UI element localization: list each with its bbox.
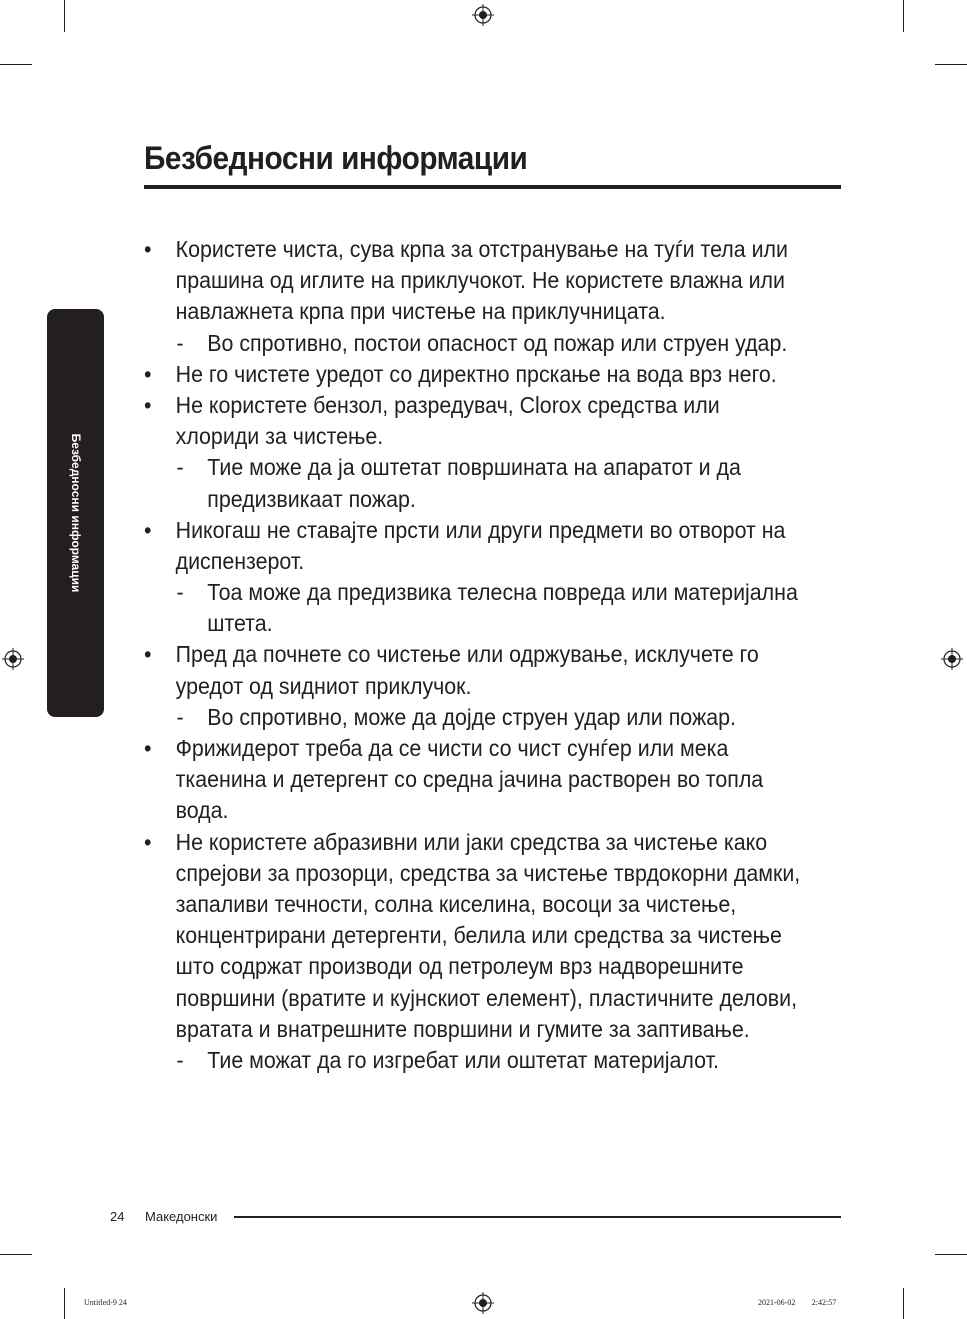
- crop-mark: [935, 1254, 967, 1255]
- line-text: навлажнета крпа при чистење на приклучницата.: [175, 298, 666, 325]
- line-text: диспензерот.: [175, 547, 305, 574]
- list-item-line: [144, 764, 795, 795]
- registration-mark-icon: [472, 1292, 494, 1314]
- line-text: концентрирани детергенти, белила или средства за чистење: [175, 922, 782, 949]
- line-text: Тие можат да го изгребат или оштетат материјалот.: [207, 1046, 719, 1073]
- dash-marker: -: [176, 703, 184, 730]
- list-item-line: [144, 265, 795, 296]
- line-text: хлориди за чистење.: [175, 423, 384, 450]
- registration-mark-icon: [941, 648, 963, 670]
- dash-marker: -: [176, 329, 184, 356]
- list-item-line: [144, 983, 798, 1014]
- crop-mark: [903, 1288, 904, 1319]
- bullet-marker: •: [144, 735, 152, 761]
- list-item-line: [144, 1014, 795, 1045]
- footer-language: Македонски: [145, 1209, 218, 1224]
- line-text: Тие може да ја оштетат површината на апаратот и да: [207, 454, 741, 481]
- title-divider: [144, 185, 841, 189]
- registration-mark-icon: [472, 4, 494, 26]
- footer-divider: [234, 1216, 841, 1218]
- list-item-line: [144, 639, 795, 670]
- list-item-line: [144, 234, 795, 265]
- line-text: уредот од ѕидниот приклучок.: [175, 672, 472, 699]
- line-text: површини (вратите и кујнскиот елемент), пластичните делови,: [175, 984, 798, 1011]
- dash-marker: -: [176, 579, 184, 606]
- list-item-line: [144, 827, 795, 858]
- line-text: Користете чиста, сува крпа за отстранување на туѓи тела или: [175, 236, 788, 262]
- line-text: вода.: [175, 797, 229, 824]
- line-text: предизвикаат пожар.: [207, 485, 416, 512]
- sub-item-line: [144, 702, 795, 733]
- list-item-line: [144, 951, 795, 982]
- line-text: Тоа може да предизвика телесна повреда или материјална: [207, 579, 798, 606]
- crop-mark: [903, 0, 904, 32]
- list-item-line: [144, 671, 795, 702]
- sub-item-line: [144, 484, 795, 515]
- crop-mark: [0, 1254, 32, 1255]
- list-item-line: [144, 421, 795, 452]
- sub-item-line: [144, 608, 795, 639]
- sub-item-line: [144, 1045, 795, 1076]
- dash-marker: -: [176, 1046, 184, 1073]
- page-title: Безбедносни информации: [144, 140, 528, 176]
- line-text: ткаенина и детергент со средна јачина растворен во топла: [175, 766, 764, 793]
- list-item-line: [144, 733, 795, 764]
- line-text: Не користете бензол, разредувач, Clorox средства или: [175, 391, 720, 418]
- list-item-line: [144, 296, 795, 327]
- line-text: Пред да почнете со чистење или одржување, исклучете го: [175, 641, 759, 668]
- sub-item-line: [144, 328, 795, 359]
- line-text: Во спротивно, може да дојде струен удар или пожар.: [207, 703, 736, 730]
- crop-mark: [0, 64, 32, 65]
- section-side-tab: [47, 309, 104, 717]
- dash-marker: -: [176, 454, 184, 481]
- line-text: Не користете абразивни или јаки средства за чистење како: [175, 828, 768, 855]
- print-slug-right: 2021-06-02 ￿￿ 2:42:57: [758, 1298, 837, 1307]
- bullet-marker: •: [144, 516, 152, 543]
- bullet-marker: •: [144, 391, 152, 418]
- registration-mark-icon: [2, 648, 24, 670]
- list-item-line: [144, 546, 795, 577]
- list-item-line: [144, 795, 795, 826]
- line-text: Не го чистете уредот со директно прскање на вода врз него.: [175, 360, 777, 387]
- bullet-marker: •: [144, 828, 152, 855]
- line-text: спрејови за прозорци, средства за чистење тврдокорни дамки,: [175, 859, 801, 886]
- bullet-marker: •: [144, 360, 152, 387]
- page-number: 24: [110, 1209, 125, 1224]
- side-tab-label: Безбедносни информации: [68, 433, 83, 593]
- line-text: штета.: [207, 610, 273, 637]
- line-text: вратата и внатрешните површини и гумите за заптивање.: [175, 1015, 750, 1042]
- list-item-line: [144, 515, 795, 546]
- sub-item-line: [144, 577, 798, 608]
- line-text: Во спротивно, постои опасност од пожар или струен удар.: [207, 329, 788, 356]
- list-item-line: [144, 920, 795, 951]
- bullet-marker: •: [144, 641, 152, 668]
- crop-mark: [64, 1288, 65, 1319]
- line-text: запаливи течности, солна киселина, восоци за чистење,: [175, 890, 737, 917]
- print-slug-left: Untitled-9 24: [84, 1298, 127, 1307]
- list-item-line: [144, 889, 795, 920]
- safety-instructions-list: [144, 234, 844, 1076]
- crop-mark: [64, 0, 65, 32]
- sub-item-line: [144, 452, 795, 483]
- crop-mark: [935, 64, 967, 65]
- line-text: што содржат производи од петролеум врз надворешните: [175, 953, 744, 980]
- line-text: Фрижидерот треба да се чисти со чист сунѓер или мека: [175, 735, 729, 761]
- list-item-line: [144, 390, 795, 421]
- line-text: Никогаш не ставајте прсти или други предмети во отворот на: [175, 516, 786, 543]
- list-item-line: [144, 359, 795, 390]
- list-item-line: [144, 858, 801, 889]
- bullet-marker: •: [144, 236, 152, 262]
- line-text: прашина од иглите на приклучокот. Не користете влажна или: [175, 267, 785, 294]
